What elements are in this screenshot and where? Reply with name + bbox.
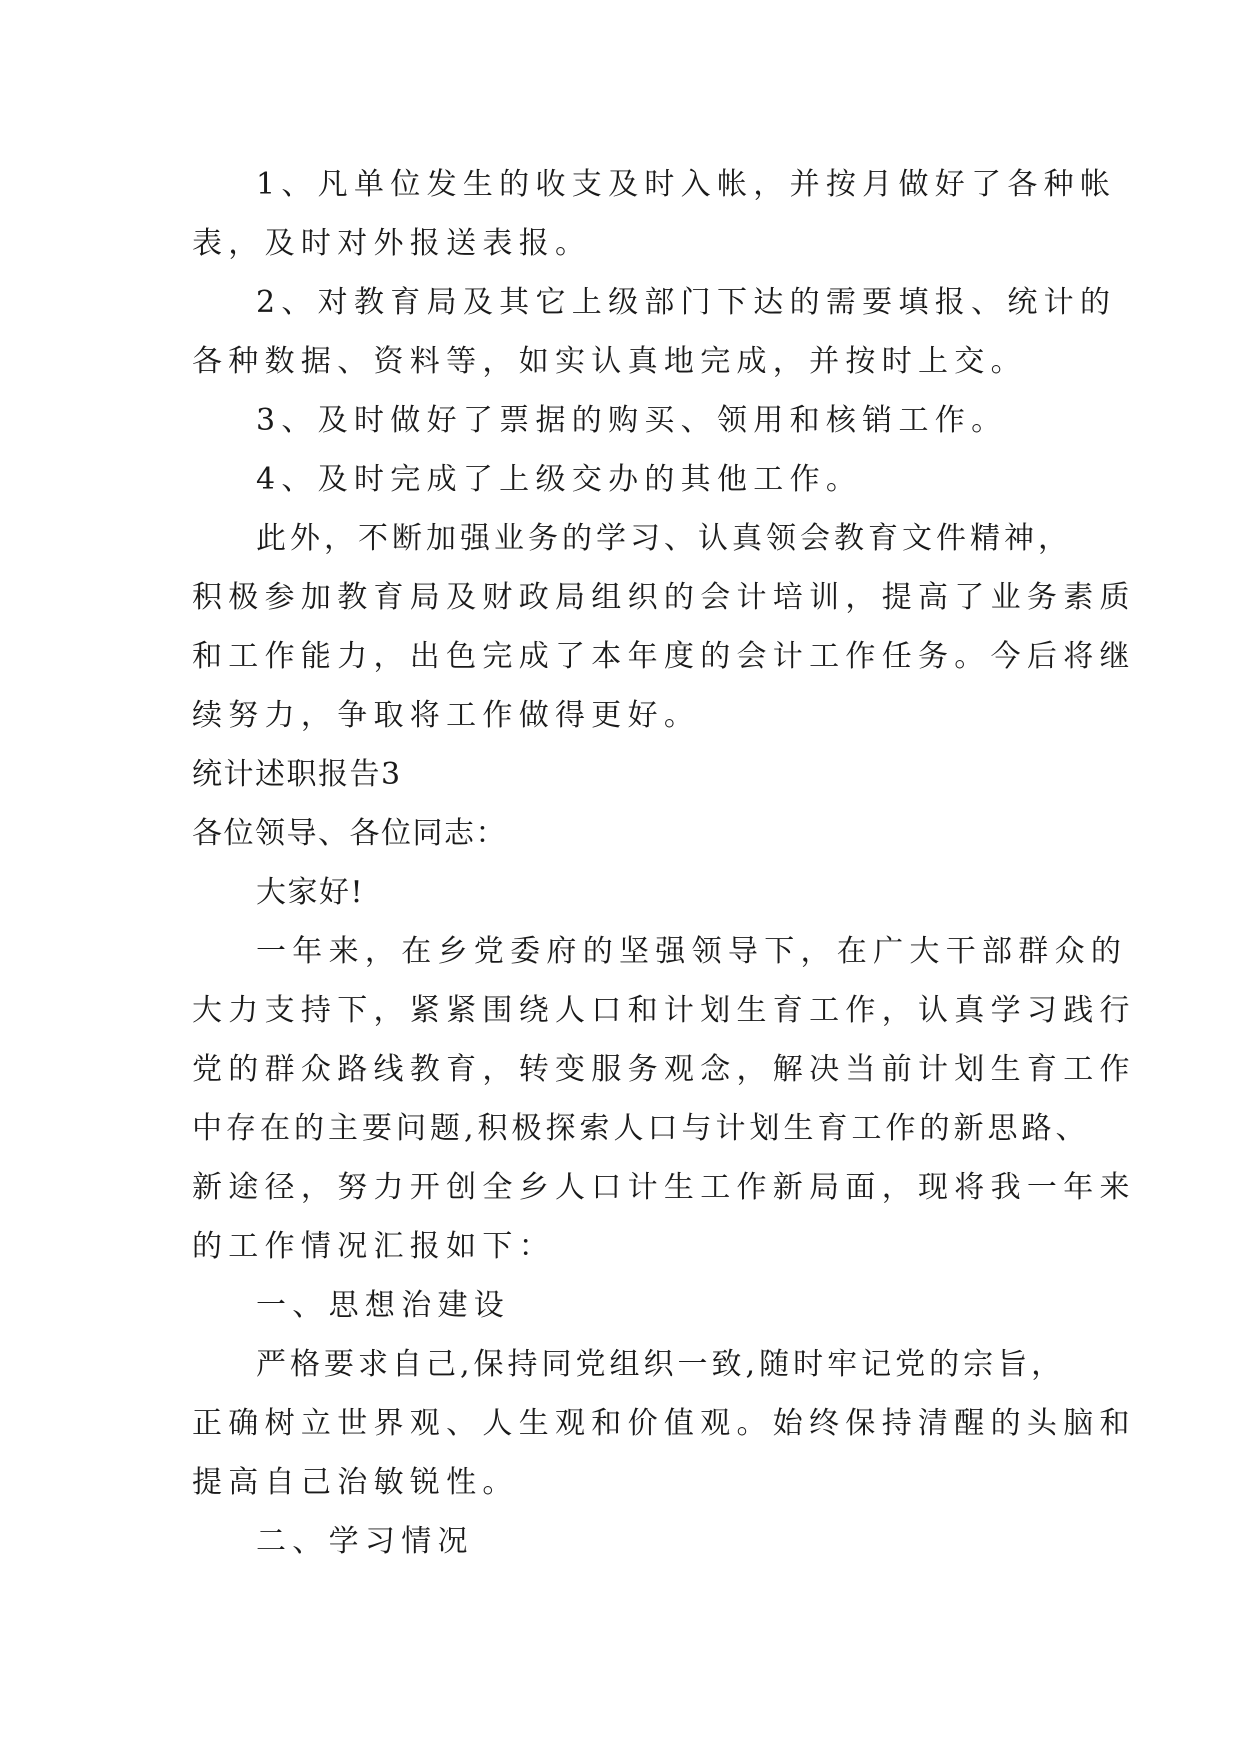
paragraph-line: 中存在的主要问题,积极探索人口与计划生育工作的新思路、: [192, 1111, 1090, 1146]
paragraph-line: 4、及时完成了上级交办的其他工作。: [256, 462, 863, 497]
paragraph-line: 新途径，努力开创全乡人口计生工作新局面，现将我一年来: [192, 1170, 1136, 1205]
section-heading: 一、思想治建设: [256, 1288, 511, 1323]
paragraph-line: 积极参加教育局及财政局组织的会计培训，提高了业务素质: [192, 580, 1136, 615]
paragraph-line: 1、凡单位发生的收支及时入帐，并按月做好了各种帐: [256, 167, 1117, 202]
paragraph-line: 2、对教育局及其它上级部门下达的需要填报、统计的: [256, 285, 1117, 320]
paragraph-line: 续努力，争取将工作做得更好。: [192, 698, 701, 733]
paragraph-line: 各种数据、资料等，如实认真地完成，并按时上交。: [192, 344, 1027, 379]
paragraph-line: 和工作能力，出色完成了本年度的会计工作任务。今后将继: [192, 639, 1136, 674]
paragraph-line: 严格要求自己,保持同党组织一致,随时牢记党的宗旨，: [256, 1347, 1066, 1382]
paragraph-line: 3、及时做好了票据的购买、领用和核销工作。: [256, 403, 1008, 438]
paragraph-line: 党的群众路线教育，转变服务观念，解决当前计划生育工作: [192, 1052, 1136, 1087]
paragraph-line: 此外，不断加强业务的学习、认真领会教育文件精神，: [256, 521, 1072, 556]
paragraph-line: 的工作情况汇报如下：: [192, 1229, 555, 1264]
paragraph-line: 表，及时对外报送表报。: [192, 226, 592, 261]
greeting: 大家好!: [256, 875, 365, 910]
paragraph-line: 一年来，在乡党委府的坚强领导下，在广大干部群众的: [256, 934, 1128, 969]
paragraph-line: 提高自己治敏锐性。: [192, 1465, 519, 1500]
paragraph-line: 大力支持下，紧紧围绕人口和计划生育工作，认真学习践行: [192, 993, 1136, 1028]
section-title: 统计述职报告3: [192, 757, 402, 792]
section-heading: 二、学习情况: [256, 1524, 474, 1559]
paragraph-line: 正确树立世界观、人生观和价值观。始终保持清醒的头脑和: [192, 1406, 1136, 1441]
salutation: 各位领导、各位同志：: [192, 816, 507, 851]
